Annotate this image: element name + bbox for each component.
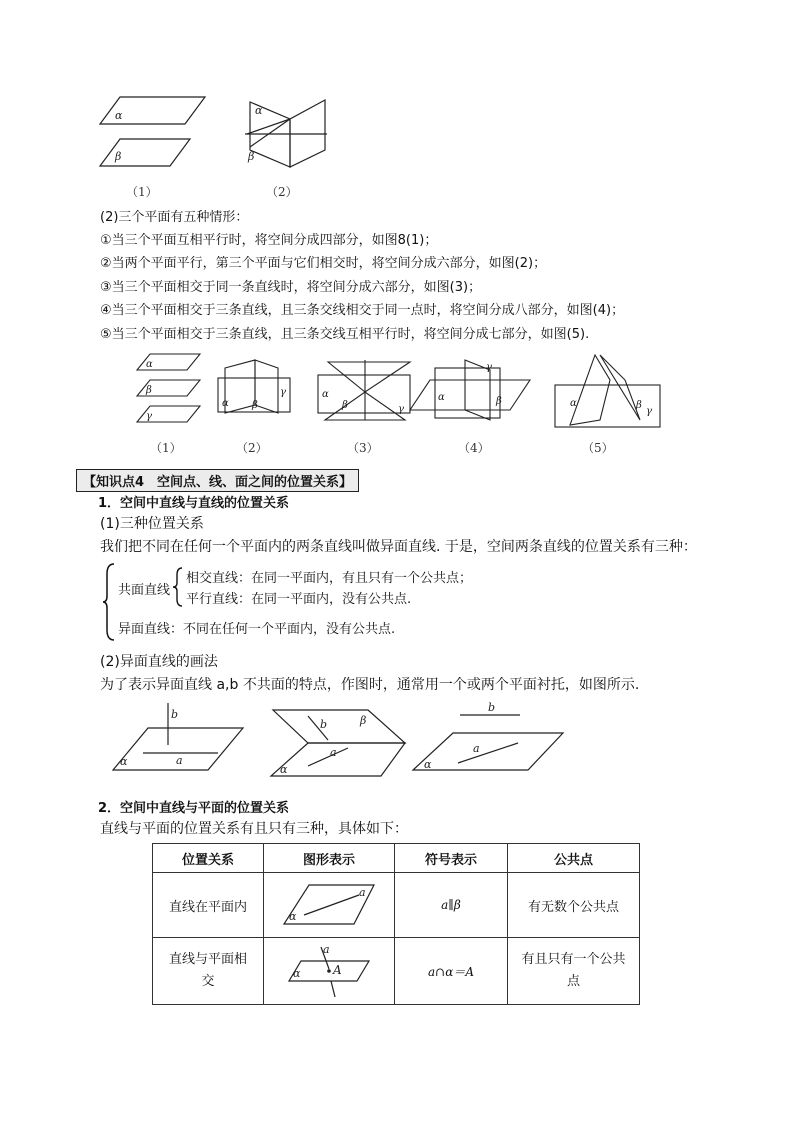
symbol-cell: a∩α＝A [395,938,508,1005]
gamma-label: γ [146,411,152,422]
alpha-label: α [570,398,577,409]
gamma-label: γ [280,387,286,398]
a-label: a [176,754,183,767]
skew-lines-figures [108,698,598,788]
b-label: b [171,708,179,721]
figure-caption: （2） [236,441,268,455]
case-line: ①当三个平面互相平行时，将空间分成四部分，如图8(1)； [100,233,438,248]
alpha-label: α [120,755,128,768]
b-label: b [488,701,496,714]
relation-cell: 直线与平面相交 [153,938,264,1005]
column-header: 图形表示 [264,844,395,873]
three-planes-figures [130,350,670,435]
a-label: a [473,742,480,755]
alpha-label: α [146,359,153,370]
case-line: ③当三个平面相交于同一条直线时，将空间分成六部分，如图(3)； [100,280,482,295]
relation-cell: 直线在平面内 [153,873,264,938]
beta-label: β [252,400,258,411]
a-label: a [359,886,366,899]
common-point-cell: 有且只有一个公共点 [508,938,640,1005]
column-header: 位置关系 [153,844,264,873]
beta-label: β [636,400,642,411]
alpha-label: α [115,109,123,122]
line-intersect-plane-diagram [279,943,379,999]
intersecting-def: 相交直线：在同一平面内，有且只有一个公共点； [186,571,473,586]
skew-drawing-text: 为了表示异面直线 a,b 不共面的特点，作图时，通常用一个或两个平面衬托，如图所示. [100,677,640,693]
two-planes-figure [95,92,335,182]
classification-block [102,562,473,642]
case-line: ④当三个平面相交于三条直线，且三条交线相交于同一点时，将空间分成八部分，如图(4)； [100,303,625,318]
coplanar-label: 共面直线 [118,583,171,598]
case-line: ②当两个平面平行，第三个平面与它们相交时，将空间分成六部分，如图(2)； [100,256,547,271]
table-row [153,873,640,938]
alpha-label: α [438,392,445,403]
alpha-label: α [322,389,329,400]
subheading: (1)三种位置关系 [100,516,204,532]
three-planes-heading: (2)三个平面有五种情形： [100,210,249,225]
a-label: a [330,746,337,759]
section-heading: 2．空间中直线与平面的位置关系 [98,801,290,816]
section-text: 直线与平面的位置关系有且只有三种，具体如下： [100,821,408,837]
beta-label: β [342,400,348,411]
a-label: a [323,943,330,956]
alpha-label: α [280,763,288,776]
skew-def: 异面直线：不同在任何一个平面内，没有公共点. [118,622,396,637]
beta-label: β [360,714,367,727]
diagram-cell [264,873,395,938]
diagram-cell [264,938,395,1005]
beta-label: β [248,150,255,163]
knowledge-point-title: 【知识点4 空间点、线、面之间的位置关系】 [76,469,359,492]
case-line: ⑤当三个平面相交于三条直线，且三条交线互相平行时，将空间分成七部分，如图(5). [100,327,590,342]
figure-caption: （3） [347,441,379,455]
column-header: 符号表示 [395,844,508,873]
table-header-row [153,844,640,873]
intro-text: 我们把不同在任何一个平面内的两条直线叫做异面直线. 于是，空间两条直线的位置关系有三种： [100,539,697,555]
beta-label: β [115,150,122,163]
beta-label: β [146,385,152,396]
b-label: b [320,718,328,731]
section-heading: 1．空间中直线与直线的位置关系 [98,496,290,511]
subheading: (2)异面直线的画法 [100,654,218,670]
figure-caption: （1） [150,441,182,455]
line-in-plane-diagram [279,880,379,930]
gamma-label: γ [646,406,652,417]
column-header: 公共点 [508,844,640,873]
gamma-label: γ [398,404,404,415]
parallel-def: 平行直线：在同一平面内，没有公共点. [186,592,412,607]
figure-caption: （1） [126,185,158,199]
alpha-label: α [255,104,263,117]
table-row [153,938,640,1005]
beta-label: β [496,396,502,407]
inner-brace [172,567,184,607]
figure-caption: （5） [582,441,614,455]
line-plane-table [152,843,640,1005]
point-a-label: A [333,963,342,977]
outer-brace [102,562,116,642]
alpha-label: α [289,910,297,923]
gamma-label: γ [486,362,492,373]
figure-caption: （2） [266,185,298,199]
common-point-cell: 有无数个公共点 [508,873,640,938]
alpha-label: α [222,398,229,409]
figure-caption: （4） [458,441,490,455]
alpha-label: α [424,758,432,771]
symbol-cell: a∥β [395,873,508,938]
alpha-label: α [293,967,301,980]
